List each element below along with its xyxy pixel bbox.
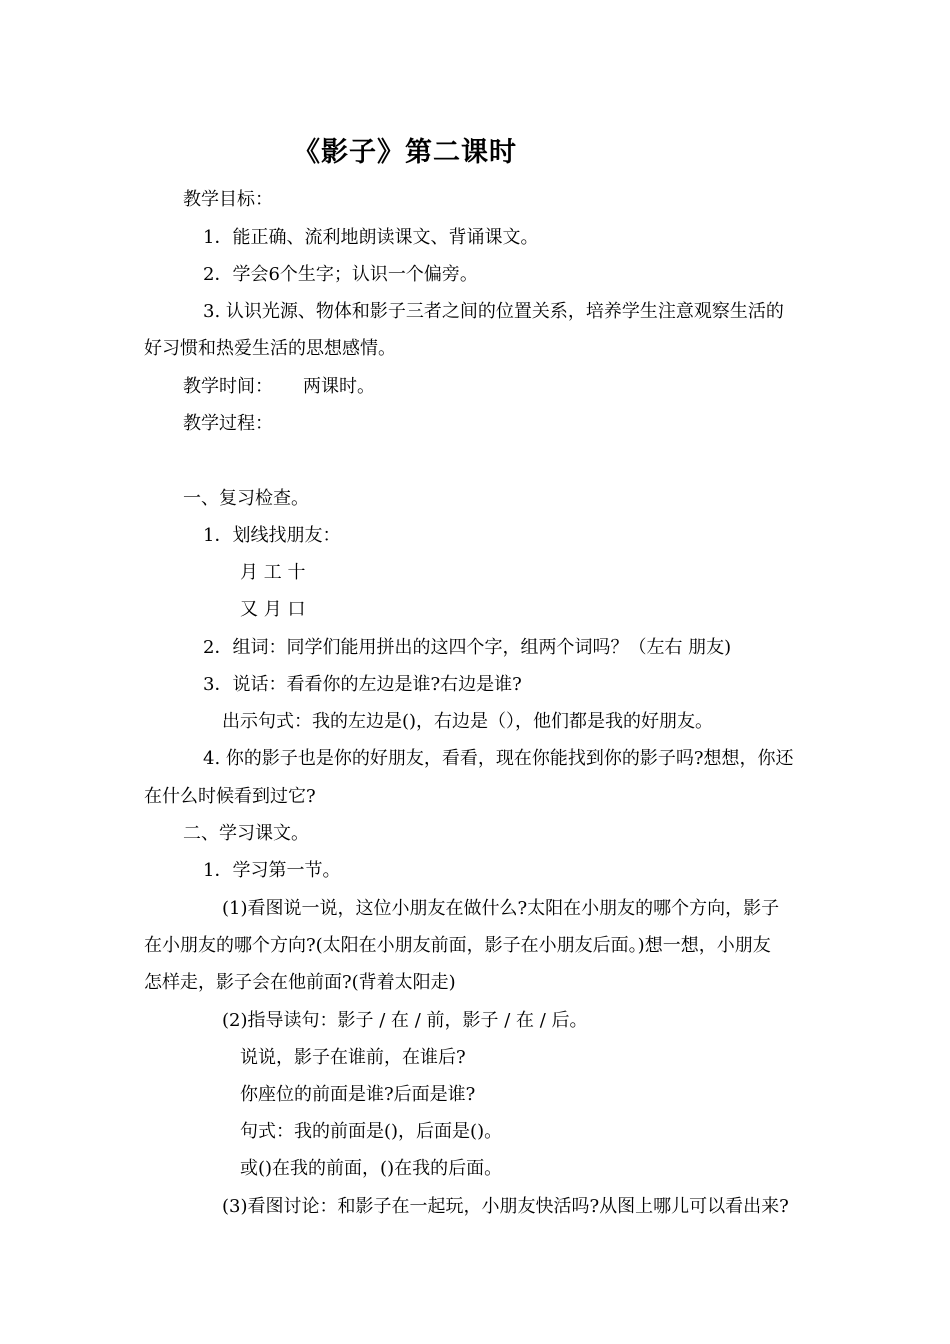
step-2-reading: (2)指导读句：影子 / 在 / 前，影子 / 在 / 后。 (222, 1010, 588, 1031)
review-item-1: 1．划线找朋友： (203, 525, 341, 546)
document-title: 《影子》第二课时 (293, 137, 517, 168)
review-item-2: 2．组词：同学们能用拼出的这四个字，组两个词吗？（左右 朋友) (203, 637, 732, 658)
section-heading-learn-text: 二、学习课文。 (183, 823, 309, 844)
goal-item-3: 3. 认识光源、物体和影子三者之间的位置关系，培养学生注意观察生活的 (203, 301, 784, 322)
review-item-3: 3．说话：看看你的左边是谁?右边是谁? (203, 674, 522, 695)
sentence-pattern-1: 出示句式：我的左边是()，右边是（），他们都是我的好朋友。 (222, 711, 714, 732)
step-2-question-2: 你座位的前面是谁?后面是谁? (240, 1084, 476, 1105)
review-item-4-continued: 在什么时候看到过它? (144, 786, 316, 807)
goal-item-3-continued: 好习惯和热爱生活的思想感情。 (144, 338, 396, 359)
review-item-4: 4. 你的影子也是你的好朋友，看看，现在你能找到你的影子吗?想想，你还 (203, 748, 794, 769)
goal-item-2: 2．学会6个生字；认识一个偏旁。 (203, 264, 478, 285)
step-2-pattern-2: 或()在我的前面，()在我的后面。 (240, 1158, 503, 1179)
teaching-time-line (183, 376, 375, 398)
step-2-question-1: 说说，影子在谁前，在谁后? (240, 1047, 466, 1068)
teaching-time-label: 教学时间： (183, 376, 273, 397)
teaching-goals-heading: 教学目标： (183, 189, 273, 210)
step-1-line-2: 在小朋友的哪个方向?(太阳在小朋友前面，影子在小朋友后面。)想一想，小朋友 (144, 935, 771, 956)
step-1-line-3: 怎样走，影子会在他前面?(背着太阳走) (144, 972, 456, 993)
character-row-2: 又 月 口 (240, 599, 306, 620)
teaching-time-value: 两课时。 (303, 376, 375, 397)
character-row-1: 月 工 十 (240, 562, 306, 583)
step-1-line-1: (1)看图说一说，这位小朋友在做什么?太阳在小朋友的哪个方向，影子 (222, 898, 780, 919)
teaching-process-heading: 教学过程： (183, 413, 273, 434)
step-3-discussion: (3)看图讨论：和影子在一起玩，小朋友快活吗?从图上哪儿可以看出来? (222, 1196, 789, 1217)
learn-item-1: 1．学习第一节。 (203, 860, 341, 881)
section-heading-review: 一、复习检查。 (183, 488, 309, 509)
step-2-pattern-1: 句式：我的前面是()，后面是()。 (240, 1121, 503, 1142)
goal-item-1: 1．能正确、流利地朗读课文、背诵课文。 (203, 227, 539, 248)
